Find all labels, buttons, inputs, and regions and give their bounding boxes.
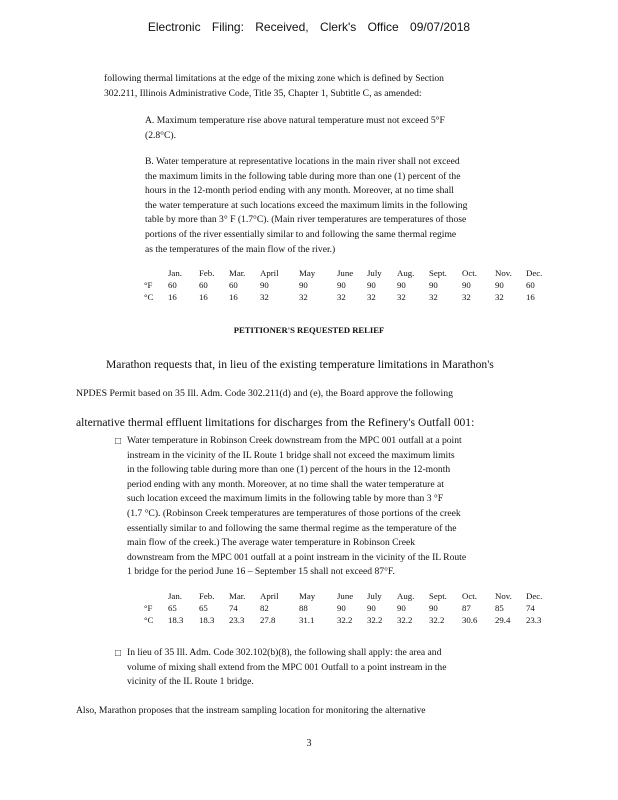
- month-header-cell: Aug.: [397, 591, 415, 601]
- item-b-line: as the temperatures of the main flow of the river.): [145, 243, 336, 255]
- table-row-celsius: [144, 614, 556, 626]
- bullet-2-line: volume of mixing shall extend from the MPC 001 Outfall to a point instream in the: [127, 661, 447, 673]
- temperature-cell: 23.3: [526, 615, 542, 625]
- temperature-cell: 90: [337, 280, 346, 290]
- month-header-cell: April: [260, 591, 279, 601]
- unit-cell: °C: [144, 615, 154, 625]
- bullet-2-line: vicinity of the IL Route 1 bridge.: [127, 676, 254, 688]
- month-header-cell: Feb.: [199, 591, 215, 601]
- table-corner-cell: [144, 590, 168, 602]
- unit-cell: °F: [144, 603, 153, 613]
- page-number: 3: [306, 738, 312, 749]
- temperature-cell: 60: [526, 280, 535, 290]
- temperature-cell: 18.3: [168, 615, 184, 625]
- temperature-cell: 18.3: [199, 615, 215, 625]
- month-header-cell: Mar.: [229, 268, 246, 278]
- month-header-cell: May: [299, 591, 316, 601]
- item-b-line: B. Water temperature at representative locations in the main river shall not exceed: [145, 156, 460, 167]
- temperature-cell: 31.1: [299, 615, 315, 625]
- intro-line-1: following thermal limitations at the edge of the mixing zone which is defined by Section: [104, 73, 444, 84]
- temperature-cell: 16: [526, 292, 535, 302]
- bullet-1-line: such location exceed the maximum limits in the following table by more than 3 °F: [127, 493, 444, 505]
- temperature-cell: 29.4: [495, 615, 511, 625]
- temperature-cell: 30.6: [462, 615, 478, 625]
- temperature-cell: 90: [397, 280, 406, 290]
- item-b-line: the maximum limits in the following table during more than one (1) percent of the: [145, 170, 461, 182]
- temperature-cell: 88: [299, 603, 308, 613]
- temperature-cell: 65: [199, 603, 208, 613]
- temperature-cell: 16: [229, 292, 238, 302]
- temperature-cell: 60: [229, 280, 238, 290]
- temperature-cell: 32: [429, 292, 438, 302]
- temperature-cell: 32.2: [367, 615, 383, 625]
- temperature-cell: 90: [495, 280, 504, 290]
- bullet-1-glyph: □: [115, 436, 122, 447]
- intro-paragraph: [104, 72, 524, 101]
- bullet-1-line: in the following table during more than one (1) percent of the hours in the 12-month: [127, 464, 451, 476]
- bullet-2-glyph: □: [115, 648, 122, 659]
- section-heading: PETITIONER'S REQUESTED RELIEF: [233, 325, 385, 335]
- temperature-cell: 32.2: [397, 615, 413, 625]
- month-header-cell: Jan.: [168, 591, 182, 601]
- temperature-cell: 90: [462, 280, 471, 290]
- temperature-cell: 90: [299, 280, 308, 290]
- month-header-cell: Aug.: [397, 268, 415, 278]
- temperature-cell: 90: [429, 280, 438, 290]
- table-row-fahrenheit: [144, 602, 556, 614]
- temperature-cell: 23.3: [229, 615, 245, 625]
- relief-line-3: alternative thermal effluent limitations for discharges from the Refinery's Outfall 001:: [76, 416, 475, 429]
- temperature-cell: 32: [260, 292, 269, 302]
- month-header-cell: Jan.: [168, 268, 182, 278]
- bullet-2-line: In lieu of 35 Ill. Adm. Code 302.102(b)(8), the following shall apply: the area and: [127, 647, 442, 658]
- month-header-cell: May: [299, 268, 316, 278]
- temperature-cell: 32: [495, 292, 504, 302]
- temperature-cell: 32.2: [429, 615, 445, 625]
- unit-cell: °F: [144, 280, 153, 290]
- temperature-cell: 32: [299, 292, 308, 302]
- table-corner-cell: [144, 267, 168, 279]
- month-header-cell: July: [367, 268, 382, 278]
- month-header-cell: Nov.: [495, 268, 512, 278]
- table-header-row: [144, 590, 556, 602]
- table-header-row: [144, 267, 556, 279]
- temperature-cell: 82: [260, 603, 269, 613]
- temperature-cell: 32.2: [337, 615, 353, 625]
- table-row-fahrenheit: [144, 279, 556, 291]
- month-header-cell: Mar.: [229, 591, 246, 601]
- temperature-cell: 90: [337, 603, 346, 613]
- temperature-cell: 32: [367, 292, 376, 302]
- relief-line-2: NPDES Permit based on 35 Ill. Adm. Code 302.211(d) and (e), the Board approve the following: [76, 388, 454, 399]
- filing-header: Electronic Filing: Received, Clerk's Office 09/07/2018: [147, 20, 471, 34]
- temperature-cell: 32: [397, 292, 406, 302]
- temperature-cell: 65: [168, 603, 177, 613]
- bullet-1-line: period ending with any month. Moreover, at no time shall the water temperature at: [127, 478, 444, 490]
- temperature-cell: 90: [397, 603, 406, 613]
- month-header-cell: Oct.: [462, 268, 477, 278]
- month-header-cell: Sept.: [429, 591, 447, 601]
- temperature-cell: 16: [199, 292, 208, 302]
- temperature-cell: 74: [229, 603, 238, 613]
- month-header-cell: Nov.: [495, 591, 512, 601]
- item-b-paragraph: [145, 155, 525, 257]
- temperature-cell: 90: [367, 280, 376, 290]
- item-a-paragraph: [145, 114, 525, 143]
- temperature-cell: 90: [367, 603, 376, 613]
- temperature-cell: 60: [199, 280, 208, 290]
- month-header-cell: July: [367, 591, 382, 601]
- month-header-cell: Feb.: [199, 268, 215, 278]
- month-header-cell: Dec.: [526, 268, 543, 278]
- temperature-cell: 90: [429, 603, 438, 613]
- bullet-1-paragraph: [127, 434, 529, 580]
- month-header-cell: June: [337, 268, 354, 278]
- item-b-line: hours in the 12-month period ending with any month. Moreover, at no time shall: [145, 185, 454, 197]
- temperature-cell: 74: [526, 603, 535, 613]
- bullet-1-line: (1.7 °C). (Robinson Creek temperatures are temperatures of those portions of the creek: [127, 507, 461, 519]
- bullet-1-line: essentially similar to and following the same thermal regime as the temperature of the: [127, 522, 457, 534]
- temperature-cell: 60: [168, 280, 177, 290]
- temperature-cell: 16: [168, 292, 177, 302]
- temperature-cell: 87: [462, 603, 471, 613]
- river-temperature-table: [144, 267, 556, 303]
- item-a-line-2: (2.8°C).: [145, 129, 177, 141]
- month-header-cell: Oct.: [462, 591, 477, 601]
- temperature-cell: 32: [337, 292, 346, 302]
- temperature-cell: 27.8: [260, 615, 276, 625]
- item-a-line-1: A. Maximum temperature rise above natural temperature must not exceed 5°F: [145, 115, 445, 126]
- creek-temperature-table: [144, 590, 556, 626]
- bullet-1-line: instream in the vicinity of the IL Route 1 bridge shall not exceed the maximum limits: [127, 449, 455, 461]
- item-b-line: the water temperature at such locations exceed the maximum limits in the following: [145, 199, 468, 211]
- bullet-1-line: main flow of the creek.) The average water temperature in Robinson Creek: [127, 537, 416, 549]
- table-row-celsius: [144, 291, 556, 303]
- relief-paragraph: [76, 350, 536, 437]
- bullet-1-line: Water temperature in Robinson Creek downstream from the MPC 001 outfall at a point: [127, 435, 462, 446]
- closing-line: Also, Marathon proposes that the instream sampling location for monitoring the alternative: [76, 705, 426, 716]
- item-b-line: table by more than 3° F (1.7°C). (Main river temperatures are temperatures of those: [145, 214, 467, 226]
- month-header-cell: Dec.: [526, 591, 543, 601]
- intro-line-2: 302.211, Illinois Administrative Code, Title 35, Chapter 1, Subtitle C, as amended:: [104, 87, 422, 99]
- temperature-cell: 85: [495, 603, 504, 613]
- relief-line-1: Marathon requests that, in lieu of the existing temperature limitations in Marathon's: [106, 358, 494, 371]
- temperature-cell: 32: [462, 292, 471, 302]
- month-header-cell: June: [337, 591, 354, 601]
- bullet-2-paragraph: [127, 646, 529, 690]
- temperature-cell: 90: [260, 280, 269, 290]
- unit-cell: °C: [144, 292, 154, 302]
- item-b-line: portions of the river essentially similar to and following the same thermal regime: [145, 228, 457, 240]
- bullet-1-line: downstream from the MPC 001 outfall at a point instream in the vicinity of the IL Route: [127, 551, 467, 563]
- bullet-1-line: 1 bridge for the period June 16 – September 15 shall not exceed 87°F.: [127, 566, 395, 578]
- month-header-cell: April: [260, 268, 279, 278]
- month-header-cell: Sept.: [429, 268, 447, 278]
